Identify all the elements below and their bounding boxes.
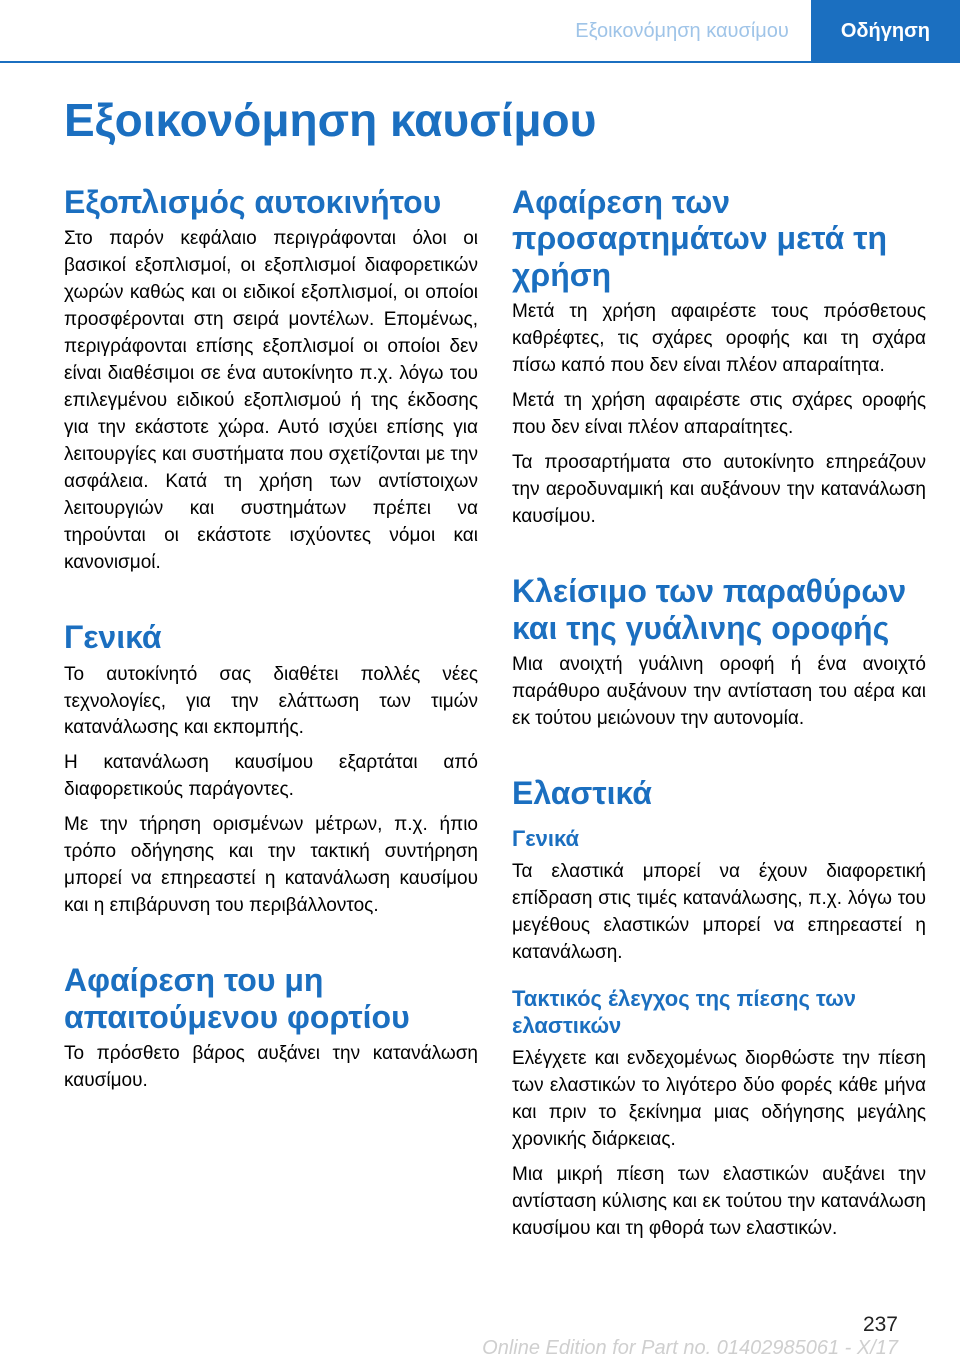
paragraph: Μια ανοιχτή γυάλινη οροφή ή ένα ανοιχτό παράθυρο αυξάνουν την αντίσταση του αέρα και εκ τούτου μειώνουν την αυτονομία.: [512, 654, 926, 730]
paragraph: Στο παρόν κεφάλαιο περιγράφονται όλοι οι βασικοί εξοπλισμοί, οι εξοπλισμοί διαφορετικών χωρών καθώς και οι ειδικοί εξοπλισμοί, οι οποίοι προσφέρονται στη σειρά μοντέλων. Επομένως, περιγράφονται επίσης εξοπλισμοί οι οποίοι δεν είναι διαθέσιμοι σε ένα αυτοκίνητο π.χ. λόγω του επιλεγμένου ειδικού εξοπλισμού ή της έκδοσης για την εκάστοτε χώρα. Αυτό ισχύει επίσης για λειτουργίες και συστήματα που σχετίζονται με την ασφάλεια. Κατά τη χρήση των αντίστοιχων λειτουργιών και συστημάτων πρέπει να τηρούνται οι εκάστοτε ισχύοντες νόμοι και κανονισμοί.: [64, 228, 478, 574]
subsection-title-tire-pressure: Τακτικός έλεγχος της πίεσης των ελαστικών: [512, 985, 857, 1039]
page-number: 237: [862, 1313, 898, 1336]
paragraph: Τα προσαρτήματα στο αυτοκίνητο επηρεάζουν την αεροδυναμική και αυξάνουν την κατανάλωση καυσίμου.: [512, 452, 926, 528]
paragraph: Το πρόσθετο βάρος αυξάνει την κατανάλωση καυσίμου.: [64, 1043, 478, 1092]
left-column: [64, 184, 478, 1103]
edition-note: Online Edition for Part no. 01402985061 - X/17: [482, 1337, 898, 1359]
right-column: [512, 184, 926, 1251]
section-title-tires: Ελαστικά: [512, 775, 652, 811]
section-title-general: Γενικά: [64, 619, 162, 656]
paragraph: Η κατανάλωση καυσίμου εξαρτάται από διαφορετικούς παράγοντες.: [64, 752, 478, 801]
paragraph: Με την τήρηση ορισμένων μέτρων, π.χ. ήπιο τρόπο οδήγησης και την τακτική συντήρηση μπορεί να επηρεαστεί η κατανάλωση καυσίμου και η επιβάρυνση του περιβάλλοντος.: [64, 814, 478, 917]
chapter-tab: Οδήγηση: [811, 0, 960, 62]
header-bar: [553, 0, 960, 62]
paragraph: Το αυτοκίνητό σας διαθέτει πολλές νέες τεχνολογίες, για την ελάττωση των τιμών κατανάλωσης και εκπομπής.: [64, 663, 478, 739]
header-divider: [0, 61, 960, 63]
paragraph: Μια μικρή πίεση των ελαστικών αυξάνει την αντίσταση κύλισης και εκ τούτου την κατανάλωση καυσίμου και τη φθορά των ελαστικών.: [512, 1163, 926, 1239]
paragraph: Τα ελαστικά μπορεί να έχουν διαφορετική επίδραση στις τιμές κατανάλωσης, π.χ. λόγω του μεγέθους ελαστικών μπορεί να επηρεαστεί η κατανάλωση.: [512, 860, 926, 963]
paragraph: Μετά τη χρήση αφαιρέστε στις σχάρες οροφής που δεν είναι πλέον απαραίτητες.: [512, 390, 926, 439]
section-tab: Εξοικονόμηση καυσίμου: [575, 19, 789, 42]
section-title-remove-attachments: Αφαίρεση των προσαρτημάτων μετά τη χρήση: [512, 184, 888, 293]
section-title-equipment: Εξοπλισμός αυτοκινήτου: [64, 184, 442, 220]
footer: [0, 1313, 960, 1362]
subsection-title-general: Γενικά: [512, 826, 580, 852]
section-title-remove-load: Αφαίρεση του μη απαιτούμενου φορτίου: [64, 962, 410, 1035]
section-title-close-windows: Κλείσιμο των παραθύρων και της γυάλινης οροφής: [512, 573, 907, 646]
page-title: Εξοικονόμηση καυσίμου: [64, 94, 597, 146]
paragraph: Μετά τη χρήση αφαιρέστε τους πρόσθετους καθρέφτες, τις σχάρες οροφής και τη σχάρα πίσω καπό που δεν είναι πλέον απαραίτητα.: [512, 301, 926, 377]
paragraph: Ελέγχετε και ενδεχομένως διορθώστε την πίεση των ελαστικών το λιγότερο δύο φορές κάθε μήνα και πριν το ξεκίνημα μιας οδήγησης μεγάλης χρονικής διάρκειας.: [512, 1047, 926, 1150]
